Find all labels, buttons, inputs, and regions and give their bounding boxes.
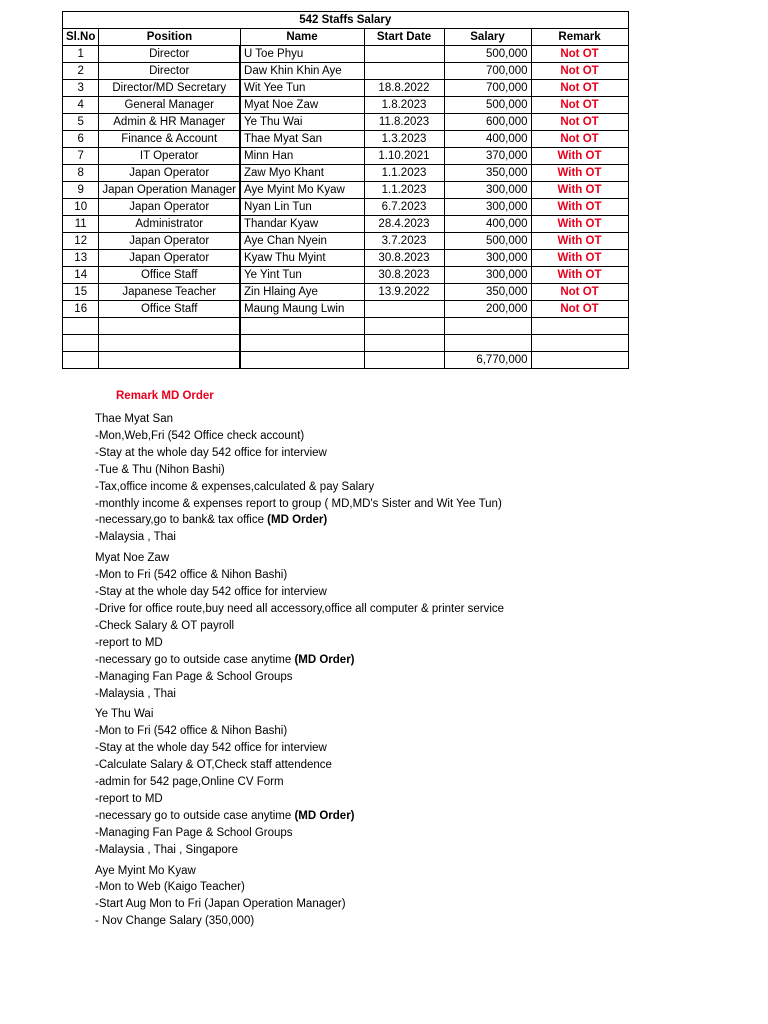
remark-line: -Malaysia , Thai , Singapore <box>95 843 238 856</box>
remark-line: -necessary,go to bank& tax office (MD Order) <box>95 514 328 527</box>
cell-sl-no: 8 <box>63 165 99 182</box>
cell-remark: With OT <box>531 148 628 165</box>
cell-position: Japan Operator <box>99 233 240 250</box>
cell-remark: Not OT <box>531 131 628 148</box>
cell-name: Ye Yint Tun <box>240 267 364 284</box>
cell-remark: Not OT <box>531 80 628 97</box>
cell-name: U Toe Phyu <box>240 46 364 63</box>
cell-start-date: 30.8.2023 <box>364 250 444 267</box>
remark-line: -Stay at the whole day 542 office for interview <box>95 446 327 459</box>
cell-salary: 700,000 <box>444 63 531 80</box>
remark-line: -admin for 542 page,Online CV Form <box>95 776 284 789</box>
cell-salary: 370,000 <box>444 148 531 165</box>
remark-staff-name: Myat Noe Zaw <box>95 552 170 565</box>
md-order-tag: (MD Order) <box>294 653 355 666</box>
cell-salary: 300,000 <box>444 199 531 216</box>
header-salary: Salary <box>444 29 531 46</box>
cell-name: Minn Han <box>240 148 364 165</box>
remark-line: -Malaysia , Thai <box>95 531 176 544</box>
table-row <box>63 97 629 114</box>
total-row <box>63 352 629 369</box>
remark-staff-name: Ye Thu Wai <box>95 708 154 721</box>
remark-line: -report to MD <box>95 792 163 805</box>
remark-line: -Stay at the whole day 542 office for interview <box>95 742 327 755</box>
cell-salary: 600,000 <box>444 114 531 131</box>
cell-name: Kyaw Thu Myint <box>240 250 364 267</box>
remark-line: -monthly income & expenses report to group ( MD,MD's Sister and Wit Yee Tun) <box>95 497 502 510</box>
cell-start-date: 1.10.2021 <box>364 148 444 165</box>
cell-name: Aye Chan Nyein <box>240 233 364 250</box>
cell-position: Director <box>99 63 240 80</box>
cell-remark: Not OT <box>531 114 628 131</box>
cell-position: Administrator <box>99 216 240 233</box>
cell-salary: 500,000 <box>444 46 531 63</box>
remark-line: -Calculate Salary & OT,Check staff attendence <box>95 759 332 772</box>
table-title-row <box>63 12 629 29</box>
cell-sl-no: 11 <box>63 216 99 233</box>
remark-line: -Managing Fan Page & School Groups <box>95 670 293 683</box>
cell-start-date: 1.3.2023 <box>364 131 444 148</box>
remark-line: -Drive for office route,buy need all accessory,office all computer & printer service <box>95 602 505 615</box>
cell-position: Japan Operator <box>99 250 240 267</box>
cell-remark: Not OT <box>531 46 628 63</box>
cell-position: Japan Operation Manager <box>99 182 240 199</box>
cell-salary: 350,000 <box>444 165 531 182</box>
cell-position: Office Staff <box>99 267 240 284</box>
remark-line: - Nov Change Salary (350,000) <box>95 915 255 928</box>
remark-line: -Malaysia , Thai <box>95 687 176 700</box>
salary-table <box>62 11 629 369</box>
table-row <box>63 63 629 80</box>
cell-remark: Not OT <box>531 284 628 301</box>
remark-line: -Tue & Thu (Nihon Bashi) <box>95 463 225 476</box>
cell-salary: 300,000 <box>444 267 531 284</box>
cell-sl-no: 7 <box>63 148 99 165</box>
cell-position: Japan Operator <box>99 165 240 182</box>
empty-row <box>63 335 629 352</box>
cell-name: Zin Hlaing Aye <box>240 284 364 301</box>
table-row <box>63 284 629 301</box>
cell-sl-no: 1 <box>63 46 99 63</box>
cell-remark: With OT <box>531 267 628 284</box>
cell-name: Daw Khin Khin Aye <box>240 63 364 80</box>
remark-line: -Start Aug Mon to Fri (Japan Operation Manager) <box>95 898 346 911</box>
remark-line: -Managing Fan Page & School Groups <box>95 826 293 839</box>
table-row <box>63 182 629 199</box>
cell-position: Office Staff <box>99 301 240 318</box>
remark-line: -Mon to Fri (542 office & Nihon Bashi) <box>95 725 288 738</box>
table-row <box>63 233 629 250</box>
cell-sl-no: 4 <box>63 97 99 114</box>
remark-staff-name: Thae Myat San <box>95 413 173 425</box>
cell-name: Thandar Kyaw <box>240 216 364 233</box>
remark-line: -Stay at the whole day 542 office for interview <box>95 586 327 599</box>
remark-md-order-title: Remark MD Order <box>116 390 214 402</box>
remark-line: -Tax,office income & expenses,calculated & pay Salary <box>95 480 375 493</box>
table-row <box>63 148 629 165</box>
cell-salary: 400,000 <box>444 131 531 148</box>
cell-name: Maung Maung Lwin <box>240 301 364 318</box>
remark-line: -necessary go to outside case anytime (MD Order) <box>95 653 355 666</box>
cell-sl-no: 13 <box>63 250 99 267</box>
table-header-row <box>63 29 629 46</box>
cell-salary: 500,000 <box>444 233 531 250</box>
cell-start-date <box>364 301 444 318</box>
cell-salary: 400,000 <box>444 216 531 233</box>
cell-sl-no: 2 <box>63 63 99 80</box>
cell-start-date <box>364 46 444 63</box>
cell-remark: With OT <box>531 233 628 250</box>
cell-remark: Not OT <box>531 301 628 318</box>
cell-position: Finance & Account <box>99 131 240 148</box>
cell-start-date: 18.8.2022 <box>364 80 444 97</box>
cell-start-date: 28.4.2023 <box>364 216 444 233</box>
cell-sl-no: 10 <box>63 199 99 216</box>
remarks-notes <box>95 411 504 934</box>
cell-remark: Not OT <box>531 97 628 114</box>
remark-block <box>95 550 504 702</box>
md-order-tag: (MD Order) <box>267 514 328 527</box>
cell-position: IT Operator <box>99 148 240 165</box>
table-row <box>63 131 629 148</box>
cell-sl-no: 5 <box>63 114 99 131</box>
cell-sl-no: 3 <box>63 80 99 97</box>
cell-position: Japan Operator <box>99 199 240 216</box>
cell-start-date: 13.9.2022 <box>364 284 444 301</box>
cell-start-date <box>364 63 444 80</box>
cell-sl-no: 12 <box>63 233 99 250</box>
table-row <box>63 46 629 63</box>
cell-name: Aye Myint Mo Kyaw <box>240 182 364 199</box>
header-name: Name <box>240 29 364 46</box>
cell-salary: 300,000 <box>444 250 531 267</box>
table-row <box>63 165 629 182</box>
header-start-date: Start Date <box>364 29 444 46</box>
table-row <box>63 267 629 284</box>
cell-name: Zaw Myo Khant <box>240 165 364 182</box>
table-row <box>63 114 629 131</box>
remark-line: -Check Salary & OT payroll <box>95 619 235 632</box>
cell-sl-no: 14 <box>63 267 99 284</box>
table-row <box>63 199 629 216</box>
header-position: Position <box>99 29 240 46</box>
cell-salary: 500,000 <box>444 97 531 114</box>
remark-line: -necessary go to outside case anytime (MD Order) <box>95 809 355 822</box>
table-row <box>63 301 629 318</box>
cell-remark: With OT <box>531 199 628 216</box>
remark-line: -Mon to Web (Kaigo Teacher) <box>95 881 245 894</box>
cell-salary: 300,000 <box>444 182 531 199</box>
cell-start-date: 3.7.2023 <box>364 233 444 250</box>
cell-start-date: 1.1.2023 <box>364 165 444 182</box>
header-remark: Remark <box>531 29 628 46</box>
remark-line: -Mon to Fri (542 office & Nihon Bashi) <box>95 569 288 582</box>
cell-position: Director <box>99 46 240 63</box>
cell-sl-no: 6 <box>63 131 99 148</box>
cell-sl-no: 9 <box>63 182 99 199</box>
remark-block <box>95 706 504 858</box>
remark-block <box>95 411 504 546</box>
table-row <box>63 80 629 97</box>
cell-remark: With OT <box>531 182 628 199</box>
remark-line: -report to MD <box>95 636 163 649</box>
remark-staff-name: Aye Myint Mo Kyaw <box>95 864 196 877</box>
total-salary: 6,770,000 <box>444 352 531 369</box>
cell-name: Myat Noe Zaw <box>240 97 364 114</box>
cell-start-date: 1.8.2023 <box>364 97 444 114</box>
table-row <box>63 250 629 267</box>
empty-row <box>63 318 629 335</box>
table-title: 542 Staffs Salary <box>63 12 629 29</box>
cell-salary: 200,000 <box>444 301 531 318</box>
md-order-tag: (MD Order) <box>294 809 355 822</box>
cell-remark: With OT <box>531 250 628 267</box>
cell-name: Wit Yee Tun <box>240 80 364 97</box>
cell-remark: Not OT <box>531 63 628 80</box>
table-row <box>63 216 629 233</box>
cell-remark: With OT <box>531 216 628 233</box>
cell-name: Nyan Lin Tun <box>240 199 364 216</box>
cell-remark: With OT <box>531 165 628 182</box>
cell-position: Japanese Teacher <box>99 284 240 301</box>
remark-line: -Mon,Web,Fri (542 Office check account) <box>95 429 305 442</box>
cell-position: Director/MD Secretary <box>99 80 240 97</box>
cell-name: Ye Thu Wai <box>240 114 364 131</box>
cell-start-date: 11.8.2023 <box>364 114 444 131</box>
cell-start-date: 1.1.2023 <box>364 182 444 199</box>
cell-start-date: 6.7.2023 <box>364 199 444 216</box>
cell-sl-no: 16 <box>63 301 99 318</box>
header-sl-no: Sl.No <box>63 29 99 46</box>
remark-block <box>95 863 504 931</box>
cell-name: Thae Myat San <box>240 131 364 148</box>
cell-start-date: 30.8.2023 <box>364 267 444 284</box>
cell-position: General Manager <box>99 97 240 114</box>
cell-salary: 700,000 <box>444 80 531 97</box>
cell-position: Admin & HR Manager <box>99 114 240 131</box>
cell-sl-no: 15 <box>63 284 99 301</box>
cell-salary: 350,000 <box>444 284 531 301</box>
